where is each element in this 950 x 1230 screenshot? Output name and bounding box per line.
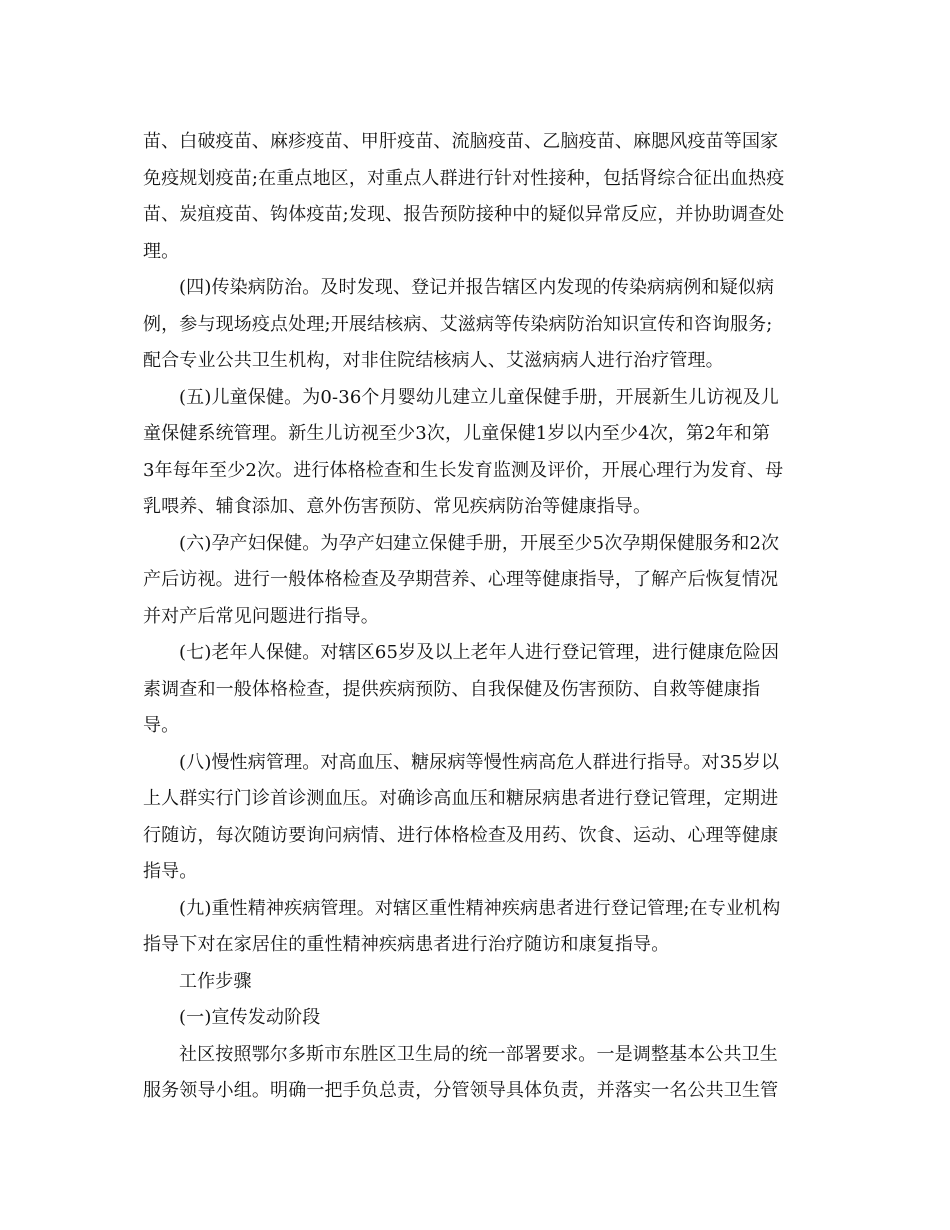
document-body xyxy=(143,124,808,1110)
text-line: 行随访，每次随访要询问病情、进行体格检查及用药、饮食、运动、心理等健康 xyxy=(143,824,779,846)
text-line: 素调查和一般体格检查，提供疾病预防、自我保健及伤害预防、自救等健康指 xyxy=(143,678,761,700)
section-maternal-health-heading-line: (六)孕产妇保健。为孕产妇建立保健手册，开展至少5次孕期保健服务和2次 xyxy=(179,532,780,554)
text-line: 并对产后常见问题进行指导。 xyxy=(143,605,379,627)
text-line: 苗、白破疫苗、麻疹疫苗、甲肝疫苗、流脑疫苗、乙脑疫苗、麻腮风疫苗等国家 xyxy=(143,131,779,152)
text-line: 乳喂养、辅食添加、意外伤害预防、常见疾病防治等健康指导。 xyxy=(143,496,652,517)
text-line: 理。 xyxy=(143,240,180,262)
text-line: 指导下对在家居住的重性精神疾病患者进行治疗随访和康复指导。 xyxy=(143,934,670,955)
text-line: 苗、炭疽疫苗、钩体疫苗;发现、报告预防接种中的疑似异常反应，并协助调查处 xyxy=(143,204,785,225)
text-line: 上人群实行门诊首诊测血压。对确诊高血压和糖尿病患者进行登记管理，定期进 xyxy=(143,788,779,809)
text-line: 社区按照鄂尔多斯市东胜区卫生局的统一部署要求。一是调整基本公共卫生 xyxy=(179,1043,778,1065)
text-line: 服务领导小组。明确一把手负总责，分管领导具体负责，并落实一名公共卫生管 xyxy=(143,1080,779,1101)
text-line: 免疫规划疫苗;在重点地区，对重点人群进行针对性接种，包括肾综合征出血热疫 xyxy=(143,167,785,189)
section-mental-illness-heading-line: (九)重性精神疾病管理。对辖区重性精神疾病患者进行登记管理;在专业机构 xyxy=(179,897,781,919)
section-elderly-health-heading-line: (七)老年人保健。对辖区65岁及以上老年人进行登记管理，进行健康危险因 xyxy=(179,642,780,663)
text-line: 产后访视。进行一般体格检查及孕期营养、心理等健康指导，了解产后恢复情况 xyxy=(143,569,779,590)
text-line: 导。 xyxy=(143,715,180,736)
text-line: 3年每年至少2次。进行体格检查和生长发育监测及评价，开展心理行为发育、母 xyxy=(143,459,784,481)
section-chronic-disease-heading-line: (八)慢性病管理。对高血压、糖尿病等慢性病高危人群进行指导。对35岁以 xyxy=(179,751,780,773)
section-infectious-disease-heading-line: (四)传染病防治。及时发现、登记并报告辖区内发现的传染病病例和疑似病 xyxy=(179,277,775,298)
text-line: 指导。 xyxy=(143,861,198,882)
publicity-stage-heading: (一)宣传发动阶段 xyxy=(179,1007,321,1028)
text-line: 例，参与现场疫点处理;开展结核病、艾滋病等传染病防治知识宣传和咨询服务; xyxy=(143,313,773,335)
section-child-health-heading-line: (五)儿童保健。为0-36个月婴幼儿建立儿童保健手册，开展新生儿访视及儿 xyxy=(179,386,779,408)
text-line: 配合专业公共卫生机构，对非住院结核病人、艾滋病病人进行治疗管理。 xyxy=(143,350,724,371)
work-steps-heading: 工作步骤 xyxy=(179,970,252,992)
text-line: 童保健系统管理。新生儿访视至少3次，儿童保健1岁以内至少4次，第2年和第 xyxy=(143,423,771,444)
